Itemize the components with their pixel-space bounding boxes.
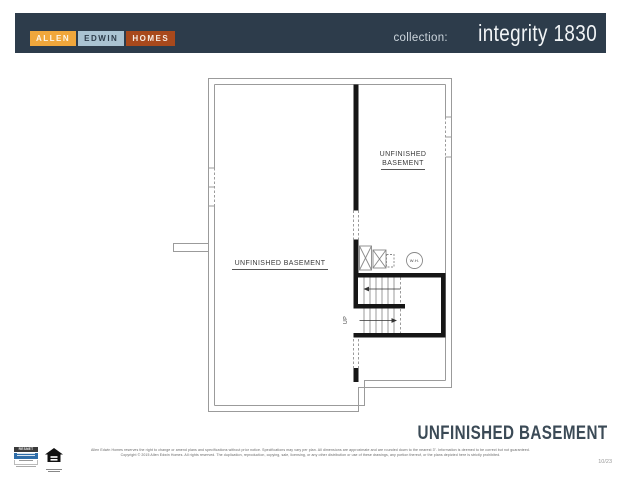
disclaimer-line1: Allen Edwin Homes reserves the right to change or amend plans and specifications without prior notice. Specifications may vary per plan. All dimensions are approximate and are rounded down to the nearest 3". Information is deemed to be correct but not guaranteed. — [90, 448, 531, 452]
logo-block-homes: HOMES — [126, 31, 175, 46]
stairs-up-label: UP — [343, 315, 349, 325]
room-label-unfinished-basement-right — [376, 151, 430, 170]
water-heater-label: W.H. — [409, 258, 420, 263]
room-label-unfinished-basement-left: UNFINISHED BASEMENT — [232, 259, 328, 270]
outer-wall — [209, 79, 452, 412]
logo-block-edwin: EDWIN — [78, 31, 124, 46]
thick-walls — [354, 85, 446, 383]
collection-label: collection: — [393, 32, 448, 44]
disclaimer-line2: Copyright © 2015 Allen Edwin Homes. All rights reserved. The duplication, reproduction, copying, sale, licensing, or any other distribution or use of these drawings, any portion thereof, or the plans depicted here is strictly prohibited. — [120, 452, 501, 457]
logo-block-allen: ALLEN — [30, 31, 76, 46]
room-label-line2: BASEMENT — [381, 160, 425, 170]
furnace-symbol — [360, 246, 395, 270]
disclaimer-text — [60, 448, 561, 457]
page-code: 10/23 — [598, 459, 612, 465]
resnet-logo-text: RESNET — [14, 447, 38, 452]
resnet-logo — [14, 447, 38, 467]
equal-housing-logo — [45, 448, 63, 472]
equal-housing-house-icon — [45, 448, 63, 463]
room-label-line1: UNFINISHED — [379, 151, 427, 158]
sheet-title: UNFINISHED BASEMENT — [417, 423, 608, 444]
chimney-bump — [174, 244, 209, 252]
collection-name: integrity 1830 — [478, 20, 597, 46]
